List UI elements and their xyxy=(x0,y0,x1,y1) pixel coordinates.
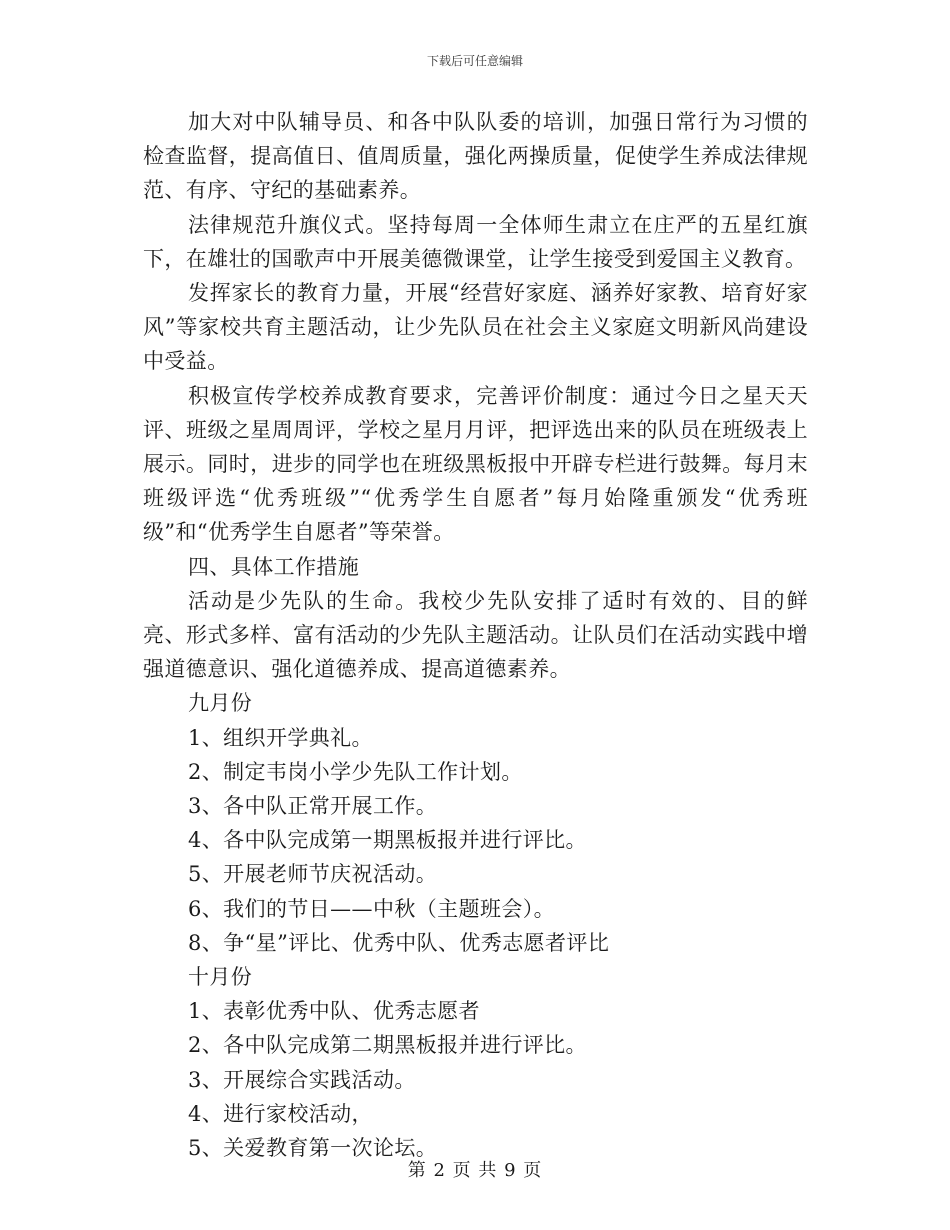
list-item: 3、开展综合实践活动。 xyxy=(188,1067,416,1092)
list-item: 4、进行家校活动， xyxy=(188,1101,373,1126)
list-item: 5、关爱教育第一次论坛。 xyxy=(188,1135,438,1160)
paragraph-evaluation: 积极宣传学校养成教育要求，完善评价制度：通过今日之星天天评、班级之星周周评，学校之星月月评，把评选出来的队员在班级表上展示。同时，进步的同学也在班级黑板报中开辟专栏进行鼓舞。每月末班级评选“优秀班级”“优秀学生自愿者”每月始隆重颁发“优秀班级”和“优秀学生自愿者”等荣誉。 xyxy=(143,383,808,545)
paragraph-activities: 活动是少先队的生命。我校少先队安排了适时有效的、目的鲜亮、形式多样、富有活动的少先队主题活动。让队员们在活动实践中增强道德意识、强化道德养成、提高道德素养。 xyxy=(143,588,808,682)
list-item: 6、我们的节日——中秋（主题班会）。 xyxy=(188,896,556,921)
list-item: 8、争“星”评比、优秀中队、优秀志愿者评比 xyxy=(188,930,610,955)
list-item: 5、开展老师节庆祝活动。 xyxy=(188,862,438,887)
section-heading: 四、具体工作措施 xyxy=(188,554,360,579)
header-note: 下载后可任意编辑 xyxy=(426,54,523,68)
paragraph-parents: 发挥家长的教育力量，开展“经营好家庭、涵养好家教、培育好家风”等家校共育主题活动，让少先队员在社会主义家庭文明新风尚建设中受益。 xyxy=(143,281,808,374)
paragraph-training: 加大对中队辅导员、和各中队队委的培训，加强日常行为习惯的检查监督，提高值日、值周质量，强化两操质量，促使学生养成法律规范、有序、守纪的基础素养。 xyxy=(143,110,808,203)
list-item: 2、制定韦岗小学少先队工作计划。 xyxy=(188,759,523,784)
list-item: 1、表彰优秀中队、优秀志愿者 xyxy=(188,999,480,1024)
list-item: 1、组织开学典礼。 xyxy=(188,725,373,750)
september-heading: 九月份 xyxy=(188,691,253,716)
list-item: 2、各中队完成第二期黑板报并进行评比。 xyxy=(188,1033,587,1058)
page-number-footer: 第 2 页 共 9 页 xyxy=(407,1160,543,1181)
list-item: 3、各中队正常开展工作。 xyxy=(188,794,438,818)
october-heading: 十月份 xyxy=(188,964,253,989)
document-body xyxy=(143,105,808,1165)
paragraph-flag-ceremony: 法律规范升旗仪式。坚持每周一全体师生肃立在庄严的五星红旗下，在雄壮的国歌声中开展美德微课堂，让学生接受到爱国主义教育。 xyxy=(143,212,808,271)
list-item: 4、各中队完成第一期黑板报并进行评比。 xyxy=(188,828,587,853)
